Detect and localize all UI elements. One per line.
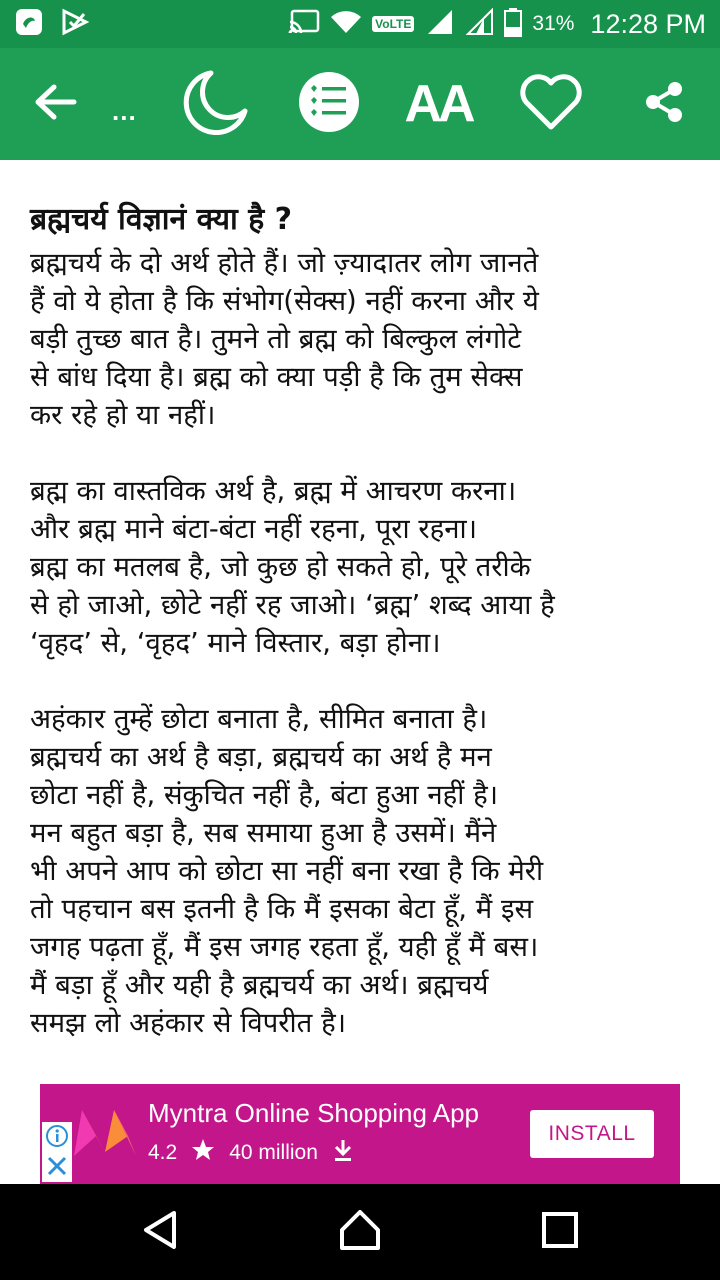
nav-home-icon <box>338 1208 382 1256</box>
nav-back-icon <box>140 1209 180 1255</box>
paragraph-line: ब्रह्मचर्य के दो अर्थ होते हैं। जो ज़्यादातर लोग जानते <box>30 247 539 279</box>
index-list-button[interactable] <box>293 68 365 140</box>
paragraph-line: मन बहुत बड़ा है, सब समाया हुआ है उसमें। मैंने <box>30 817 497 849</box>
ad-banner[interactable] <box>40 1084 680 1184</box>
paragraph-line: ब्रह्मचर्य का अर्थ है बड़ा, ब्रह्मचर्य का अर्थ है मन <box>30 741 492 773</box>
app-notification-icon <box>14 7 44 41</box>
paragraph-line: ब्रह्म का वास्तविक अर्थ है, ब्रह्म में आचरण करना। <box>30 475 517 507</box>
battery-percent: 31% <box>532 12 575 35</box>
status-bar <box>0 0 720 48</box>
paragraph-line: छोटा नहीं है, संकुचित नहीं है, बंटा हुआ नहीं है। <box>30 779 499 811</box>
toolbar <box>0 48 720 160</box>
wifi-icon <box>330 9 362 39</box>
paragraph-line: हैं वो ये होता है कि संभोग(सेक्स) नहीं करना और ये <box>30 285 539 317</box>
ad-installs: 40 million <box>229 1141 318 1164</box>
paragraph-2 <box>30 472 690 662</box>
paragraph-line: ‘वृहद’ से, ‘वृहद’ माने विस्तार, बड़ा होना। <box>30 627 441 659</box>
paragraph-line: से बांध दिया है। ब्रह्म को क्या पड़ी है कि तुम सेक्स <box>30 361 523 393</box>
ad-rating: 4.2 <box>148 1141 178 1164</box>
paragraph-line: तो पहचान बस इतनी है कि मैं इसका बेटा हूँ, मैं इस <box>30 893 534 925</box>
paragraph-line: बड़ी तुच्छ बात है। तुमने तो ब्रह्म को बिल्कुल लंगोटे <box>30 323 522 355</box>
share-button[interactable] <box>628 68 700 140</box>
back-button[interactable] <box>20 68 92 140</box>
paragraph-line: और ब्रह्म माने बंटा-बंटा नहीं रहना, पूरा रहना। <box>30 513 478 545</box>
nav-recents-button[interactable] <box>520 1202 600 1262</box>
favorite-button[interactable] <box>515 68 587 140</box>
ad-meta <box>148 1138 354 1168</box>
myntra-logo-icon <box>72 1106 138 1162</box>
paragraph-3 <box>30 700 690 1042</box>
list-icon <box>298 71 360 137</box>
nav-recents-icon <box>541 1211 579 1253</box>
paragraph-line: ब्रह्म का मतलब है, जो कुछ हो सकते हो, पूरे तरीके <box>30 551 531 583</box>
paragraph-line: समझ लो अहंकार से विपरीत है। <box>30 1007 347 1039</box>
download-icon <box>332 1138 354 1168</box>
install-button[interactable]: INSTALL <box>530 1110 654 1158</box>
more-indicator[interactable]: ... <box>112 96 137 126</box>
ad-close-icon[interactable] <box>46 1155 68 1181</box>
battery-icon <box>504 7 522 41</box>
article-title: ब्रह्मचर्य विज्ञानं क्या है ? <box>30 202 293 237</box>
ad-title[interactable]: Myntra Online Shopping App <box>148 1098 479 1128</box>
heart-icon <box>518 73 584 135</box>
paragraph-line: अहंकार तुम्हें छोटा बनाता है, सीमित बनाता है। <box>30 703 488 735</box>
share-icon <box>642 80 686 128</box>
clock: 12:28 PM <box>590 8 706 39</box>
ad-info-icon[interactable] <box>45 1124 69 1152</box>
paragraph-1 <box>30 244 690 434</box>
paragraph-line: भी अपने आप को छोटा सा नहीं बना रखा है कि मेरी <box>30 855 544 887</box>
signal-icon-secondary <box>464 8 494 40</box>
volte-badge: VoLTE <box>372 16 414 32</box>
nav-back-button[interactable] <box>120 1202 200 1262</box>
paragraph-line: जगह पढ़ता हूँ, मैं इस जगह रहता हूँ, यही हूँ मैं बस। <box>30 931 539 963</box>
paragraph-line: से हो जाओ, छोटे नहीं रह जाओ। ‘ब्रह्म’ शब्द आया है <box>30 589 555 621</box>
star-icon <box>191 1138 215 1168</box>
ad-controls <box>42 1122 72 1182</box>
article <box>30 196 690 1042</box>
moon-icon <box>183 69 249 139</box>
system-nav-bar <box>0 1184 720 1280</box>
font-size-icon: AA <box>404 75 472 133</box>
checklist-notification-icon <box>60 7 90 41</box>
nav-home-button[interactable] <box>320 1202 400 1262</box>
paragraph-line: कर रहे हो या नहीं। <box>30 399 216 431</box>
cast-icon <box>288 9 320 39</box>
night-mode-button[interactable] <box>180 68 252 140</box>
back-arrow-icon <box>34 84 78 124</box>
paragraph-line: मैं बड़ा हूँ और यही है ब्रह्मचर्य का अर्थ। ब्रह्मचर्य <box>30 969 489 1001</box>
font-size-button[interactable] <box>402 68 474 140</box>
signal-icon <box>424 8 454 40</box>
